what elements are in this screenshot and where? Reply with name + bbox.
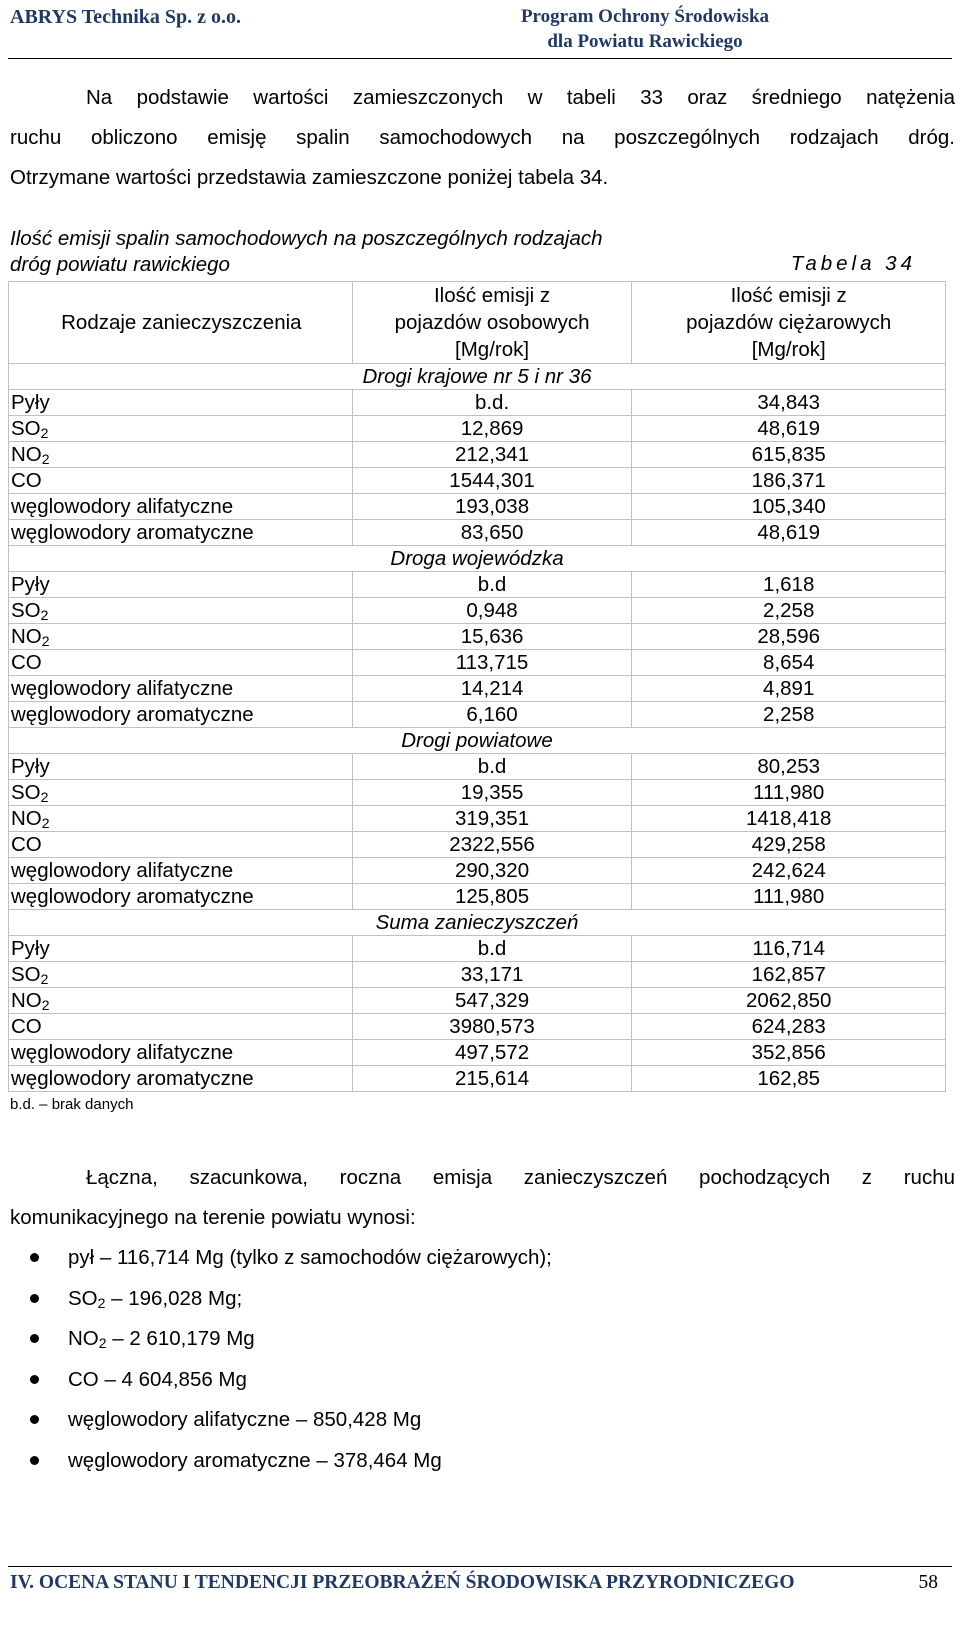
truck-emission-cell: 624,283	[632, 1014, 946, 1040]
table-row	[9, 494, 946, 520]
pollutant-cell	[9, 806, 353, 832]
table-row	[9, 1040, 946, 1066]
pollutant-cell	[9, 468, 353, 494]
pollutant-name: węglowodory aromatyczne	[11, 703, 254, 726]
pollutant-subscript: 2	[41, 633, 50, 649]
bullet-icon	[30, 1253, 39, 1262]
bullet-icon	[30, 1334, 39, 1343]
truck-emission-cell: 242,624	[632, 858, 946, 884]
header-car-line3: [Mg/rok]	[455, 338, 530, 361]
car-emission-cell: b.d	[352, 936, 632, 962]
pollutant-cell	[9, 858, 353, 884]
pollutant-cell	[9, 676, 353, 702]
truck-emission-cell: 162,857	[632, 962, 946, 988]
pollutant-cell	[9, 494, 353, 520]
pollutant-cell	[9, 572, 353, 598]
pollutant-name: NO	[11, 989, 42, 1012]
summary-item-text: węglowodory alifatyczne – 850,428 Mg	[68, 1408, 422, 1431]
pollutant-name: NO	[11, 807, 42, 830]
pollutant-name: CO	[11, 469, 42, 492]
header-program	[445, 4, 845, 54]
table-row	[9, 598, 946, 624]
table-row	[9, 780, 946, 806]
car-emission-cell: 215,614	[352, 1066, 632, 1092]
table-header-row	[9, 282, 946, 364]
truck-emission-cell: 429,258	[632, 832, 946, 858]
pollutant-name: węglowodory aromatyczne	[11, 1067, 254, 1090]
intro-line-2: ruchu obliczono emisję spalin samochodowych na poszczególnych rodzajach dróg.	[10, 126, 955, 149]
pollutant-cell	[9, 520, 353, 546]
truck-emission-cell: 1,618	[632, 572, 946, 598]
summary-item-text: NO	[68, 1327, 99, 1350]
table-label: Tabela 34	[790, 252, 916, 275]
car-emission-cell: 547,329	[352, 988, 632, 1014]
car-emission-cell: 1544,301	[352, 468, 632, 494]
car-emission-cell: 33,171	[352, 962, 632, 988]
truck-emission-cell: 28,596	[632, 624, 946, 650]
section-title: Suma zanieczyszczeń	[9, 910, 946, 936]
summary-list-item	[30, 1319, 552, 1360]
pollutant-name: SO	[11, 781, 41, 804]
summary-item-value: – 196,028 Mg;	[105, 1286, 243, 1310]
pollutant-cell	[9, 988, 353, 1014]
header-pollutant: Rodzaje zanieczyszczenia	[9, 282, 353, 364]
table-row	[9, 520, 946, 546]
truck-emission-cell: 2062,850	[632, 988, 946, 1014]
summary-list-item	[30, 1441, 552, 1482]
pollutant-cell	[9, 598, 353, 624]
car-emission-cell: 113,715	[352, 650, 632, 676]
table-row	[9, 988, 946, 1014]
pollutant-cell	[9, 624, 353, 650]
header-car-emissions	[352, 282, 632, 364]
pollutant-subscript: 2	[40, 425, 49, 441]
table-row	[9, 754, 946, 780]
truck-emission-cell: 162,85	[632, 1066, 946, 1092]
bullet-icon	[30, 1456, 39, 1465]
header-car-line2: pojazdów osobowych	[394, 311, 590, 334]
summary-item-value: – 2 610,179 Mg	[106, 1327, 255, 1350]
car-emission-cell: 83,650	[352, 520, 632, 546]
table-row	[9, 624, 946, 650]
header-truck-line2: pojazdów ciężarowych	[686, 311, 892, 334]
pollutant-cell	[9, 416, 353, 442]
summary-list-item	[30, 1279, 552, 1320]
pollutant-name: węglowodory alifatyczne	[11, 677, 234, 700]
pollutant-name: węglowodory aromatyczne	[11, 521, 254, 544]
truck-emission-cell: 4,891	[632, 676, 946, 702]
table-row	[9, 572, 946, 598]
table-row	[9, 936, 946, 962]
table-row	[9, 442, 946, 468]
pollutant-subscript: 2	[40, 789, 49, 805]
car-emission-cell: 497,572	[352, 1040, 632, 1066]
pollutant-cell	[9, 650, 353, 676]
car-emission-cell: b.d	[352, 754, 632, 780]
car-emission-cell: 14,214	[352, 676, 632, 702]
pollutant-subscript: 2	[40, 971, 49, 987]
header-company: ABRYS Technika Sp. z o.o.	[10, 6, 242, 28]
truck-emission-cell: 34,843	[632, 390, 946, 416]
table-title-line2: dróg powiatu rawickiego	[10, 253, 230, 276]
summary-item-text: CO – 4 604,856 Mg	[68, 1367, 247, 1391]
pollutant-name: SO	[11, 963, 41, 986]
bullet-icon	[30, 1375, 39, 1384]
pollutant-subscript: 2	[40, 607, 49, 623]
truck-emission-cell: 352,856	[632, 1040, 946, 1066]
summary-list	[30, 1238, 552, 1481]
car-emission-cell: 6,160	[352, 702, 632, 728]
car-emission-cell: 212,341	[352, 442, 632, 468]
table-body	[9, 364, 946, 1092]
pollutant-name: Pyły	[11, 755, 50, 778]
truck-emission-cell: 111,980	[632, 884, 946, 910]
car-emission-cell: 290,320	[352, 858, 632, 884]
truck-emission-cell: 48,619	[632, 520, 946, 546]
pollutant-cell	[9, 1040, 353, 1066]
summary-list-item	[30, 1400, 552, 1441]
pollutant-cell	[9, 962, 353, 988]
car-emission-cell: b.d	[352, 572, 632, 598]
pollutant-cell	[9, 754, 353, 780]
summary-item-text: pył – 116,714 Mg (tylko z samochodów ciężarowych);	[68, 1246, 552, 1269]
section-title: Droga wojewódzka	[9, 546, 946, 572]
pollutant-name: SO	[11, 599, 41, 622]
pollutant-cell	[9, 1014, 353, 1040]
pollutant-name: CO	[11, 833, 42, 856]
table-row	[9, 806, 946, 832]
car-emission-cell: 319,351	[352, 806, 632, 832]
section-row	[9, 728, 946, 754]
pollutant-cell	[9, 390, 353, 416]
car-emission-cell: 0,948	[352, 598, 632, 624]
table-row	[9, 676, 946, 702]
pollutant-subscript: 2	[41, 451, 50, 467]
car-emission-cell: 12,869	[352, 416, 632, 442]
truck-emission-cell: 111,980	[632, 780, 946, 806]
truck-emission-cell: 2,258	[632, 702, 946, 728]
table-row	[9, 1014, 946, 1040]
bullet-icon	[30, 1294, 39, 1303]
truck-emission-cell: 615,835	[632, 442, 946, 468]
car-emission-cell: 193,038	[352, 494, 632, 520]
pollutant-name: węglowodory alifatyczne	[11, 495, 234, 518]
pollutant-name: NO	[11, 625, 42, 648]
car-emission-cell: 19,355	[352, 780, 632, 806]
pollutant-subscript: 2	[41, 997, 50, 1013]
pollutant-name: NO	[11, 443, 42, 466]
section-row	[9, 910, 946, 936]
table-title-line1: Ilość emisji spalin samochodowych na poszczególnych rodzajach	[10, 227, 603, 250]
bullet-icon	[30, 1415, 39, 1424]
section-title: Drogi krajowe nr 5 i nr 36	[9, 364, 946, 390]
pollutant-name: węglowodory alifatyczne	[11, 1041, 234, 1064]
truck-emission-cell: 1418,418	[632, 806, 946, 832]
car-emission-cell: 3980,573	[352, 1014, 632, 1040]
pollutant-cell	[9, 442, 353, 468]
table-row	[9, 1066, 946, 1092]
table-row	[9, 650, 946, 676]
truck-emission-cell: 186,371	[632, 468, 946, 494]
header-truck-emissions	[632, 282, 946, 364]
summary-list-item	[30, 1360, 552, 1401]
pollutant-cell	[9, 832, 353, 858]
emissions-table	[8, 281, 946, 1092]
pollutant-name: węglowodory aromatyczne	[11, 885, 254, 908]
pollutant-cell	[9, 936, 353, 962]
pollutant-name: Pyły	[11, 937, 50, 960]
truck-emission-cell: 105,340	[632, 494, 946, 520]
summary-line-1: Łączna, szacunkowa, roczna emisja zanieczyszczeń pochodzących z ruchu	[86, 1166, 955, 1189]
car-emission-cell: 125,805	[352, 884, 632, 910]
intro-paragraph	[10, 78, 955, 198]
table-row	[9, 390, 946, 416]
pollutant-name: CO	[11, 1015, 42, 1038]
summary-item-subscript: 2	[98, 1335, 107, 1351]
summary-line-2: komunikacyjnego na terenie powiatu wynosi:	[10, 1206, 416, 1229]
header-truck-line3: [Mg/rok]	[751, 338, 826, 361]
summary-paragraph	[10, 1158, 955, 1238]
pollutant-name: Pyły	[11, 391, 50, 414]
footer-divider	[8, 1566, 952, 1567]
pollutant-subscript: 2	[41, 815, 50, 831]
truck-emission-cell: 80,253	[632, 754, 946, 780]
table-row	[9, 884, 946, 910]
section-title: Drogi powiatowe	[9, 728, 946, 754]
table-row	[9, 832, 946, 858]
intro-line-1: Na podstawie wartości zamieszczonych w tabeli 33 oraz średniego natężenia	[86, 86, 955, 109]
truck-emission-cell: 48,619	[632, 416, 946, 442]
table-row	[9, 468, 946, 494]
header-truck-line1: Ilość emisji z	[730, 284, 847, 307]
pollutant-name: Pyły	[11, 573, 50, 596]
pollutant-cell	[9, 1066, 353, 1092]
header-car-line1: Ilość emisji z	[433, 284, 551, 307]
header-program-line1: Program Ochrony Środowiska	[520, 6, 770, 27]
summary-list-item	[30, 1238, 552, 1279]
table-row	[9, 858, 946, 884]
pollutant-name: SO	[11, 417, 41, 440]
car-emission-cell: 15,636	[352, 624, 632, 650]
table-row	[9, 962, 946, 988]
summary-item-text: węglowodory aromatyczne – 378,464 Mg	[68, 1448, 442, 1472]
car-emission-cell: 2322,556	[352, 832, 632, 858]
pollutant-cell	[9, 780, 353, 806]
pollutant-name: CO	[11, 651, 42, 674]
section-row	[9, 546, 946, 572]
summary-item-subscript: 2	[97, 1294, 106, 1311]
header-program-line2: dla Powiatu Rawickiego	[547, 31, 743, 52]
car-emission-cell: b.d.	[352, 390, 632, 416]
truck-emission-cell: 2,258	[632, 598, 946, 624]
intro-line-3: Otrzymane wartości przedstawia zamieszczone poniżej tabela 34.	[10, 166, 609, 189]
pollutant-cell	[9, 702, 353, 728]
pollutant-cell	[9, 884, 353, 910]
pollutant-name: węglowodory alifatyczne	[11, 859, 234, 882]
page-number: 58	[918, 1572, 938, 1593]
header-divider	[8, 58, 952, 59]
summary-item-text: SO	[68, 1286, 98, 1310]
table-footnote: b.d. – brak danych	[10, 1096, 134, 1113]
footer-chapter-title: IV. OCENA STANU I TENDENCJI PRZEOBRAŻEŃ ŚRODOWISKA PRZYRODNICZEGO	[10, 1572, 795, 1593]
table-row	[9, 416, 946, 442]
table-row	[9, 702, 946, 728]
section-row	[9, 364, 946, 390]
truck-emission-cell: 116,714	[632, 936, 946, 962]
truck-emission-cell: 8,654	[632, 650, 946, 676]
